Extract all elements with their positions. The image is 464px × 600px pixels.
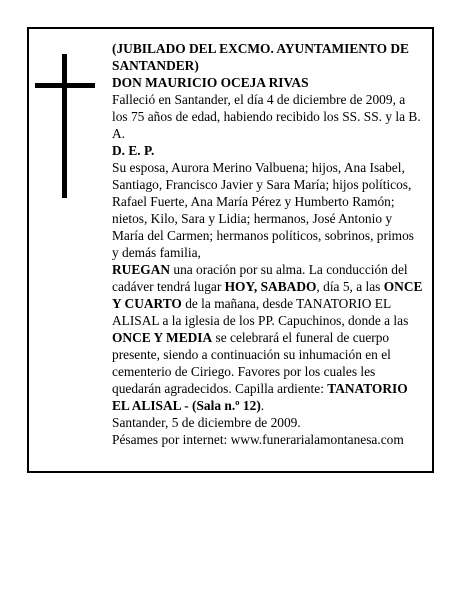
ceremony-text-c: de la mañana, desde TANATORIO EL ALISAL a la iglesia de los PP. Capuchinos, donde a las bbox=[112, 296, 409, 328]
ceremony-text-d: se celebrará el funeral de cuerpo presente, siendo a continuación su inhumación en el cementerio de Ciriego. Favores por los cuales les quedarán agradecidos. Capilla ardiente: bbox=[112, 330, 391, 396]
once-media: ONCE Y MEDIA bbox=[112, 330, 213, 345]
header-line: (JUBILADO DEL EXCMO. AYUNTAMIENTO DE SANTANDER) bbox=[112, 41, 409, 73]
date-line: Santander, 5 de diciembre de 2009. bbox=[112, 415, 301, 430]
ceremony-text-a: una oración por su alma. La conducción del cadáver tendrá lugar bbox=[112, 262, 408, 294]
dep-line: D. E. P. bbox=[112, 143, 155, 158]
hoy-sabado: HOY, SABADO bbox=[224, 279, 317, 294]
ceremony-period: . bbox=[260, 398, 265, 413]
obituary-text bbox=[112, 40, 424, 448]
ceremony-text-b: , día 5, a las bbox=[316, 279, 384, 294]
cross-icon bbox=[62, 54, 67, 198]
pesames-line: Pésames por internet: www.funerarialamontanesa.com bbox=[112, 432, 404, 447]
capilla-ardiente: TANATORIO EL ALISAL - (Sala n.º 12) bbox=[112, 381, 408, 413]
ruegan-label: RUEGAN bbox=[112, 262, 171, 277]
death-paragraph: Falleció en Santander, el día 4 de diciembre de 2009, a los 75 años de edad, habiendo recibido los SS. SS. y la B. A. bbox=[112, 92, 421, 141]
once-cuarto: ONCE Y CUARTO bbox=[112, 279, 423, 311]
deceased-name: DON MAURICIO OCEJA RIVAS bbox=[112, 75, 309, 90]
family-paragraph: Su esposa, Aurora Merino Valbuena; hijos, Ana Isabel, Santiago, Francisco Javier y Sara María; hijos políticos, Rafael Fuerte, Ana María Pérez y Humberto Ramón; nietos, Kilo, Sara y Lidia; hermanos, José Antonio y María del Carmen; hermanos políticos, sobrinos, primos y demás familia, bbox=[112, 160, 414, 260]
ceremony-paragraph bbox=[112, 261, 424, 414]
cross-icon-bar bbox=[35, 83, 95, 88]
